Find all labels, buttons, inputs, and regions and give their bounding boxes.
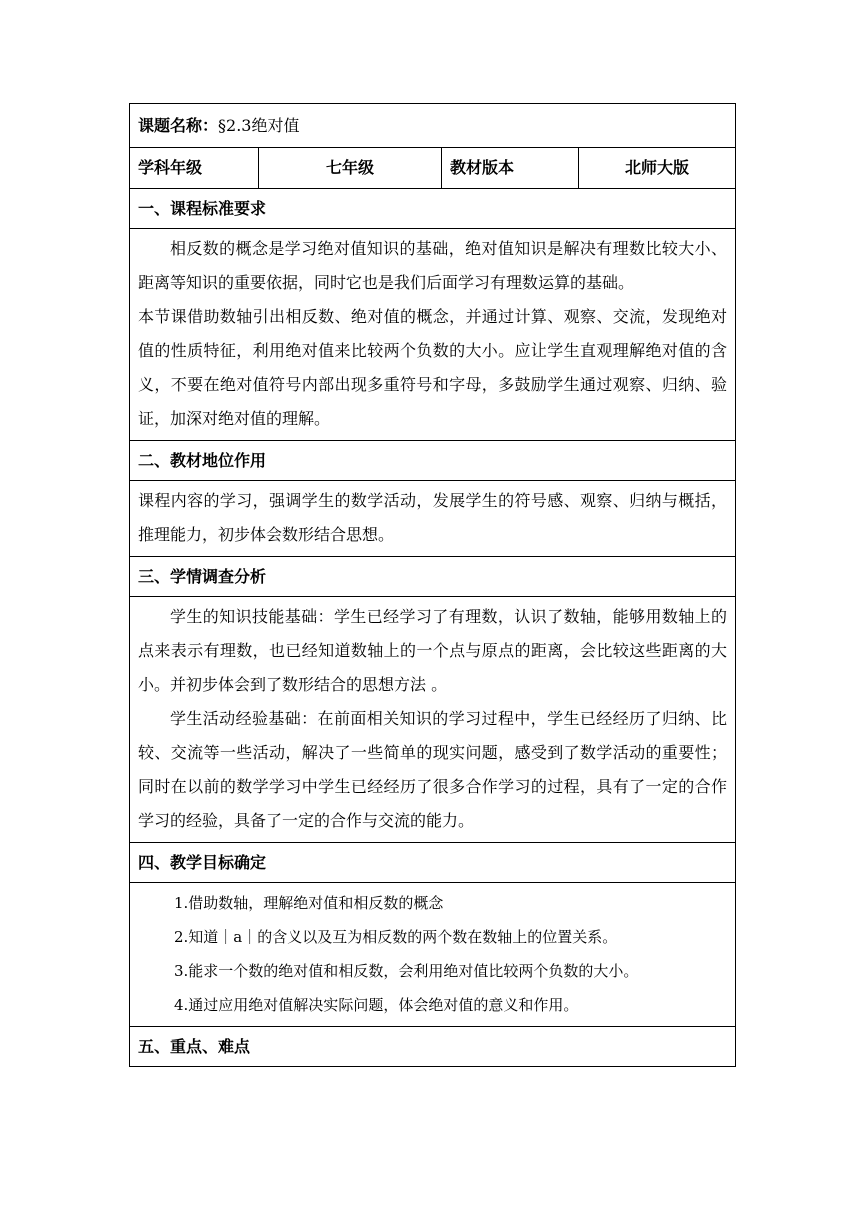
section-header-4 [130, 843, 736, 883]
meta-row [130, 148, 736, 189]
paragraph: 课程内容的学习，强调学生的数学活动，发展学生的符号感、观察、归纳与概括，推理能力，初步体会数形结合思想。 [138, 491, 728, 544]
section-title-4: 四、教学目标确定 [130, 843, 736, 883]
goal-item: 4.通过应用绝对值解决实际问题，体会绝对值的意义和作用。 [174, 996, 579, 1014]
section-title-1: 一、课程标准要求 [130, 189, 736, 229]
course-title-row [130, 104, 736, 148]
lesson-plan-page [129, 103, 735, 1067]
course-title-value: §2.3绝对值 [218, 115, 300, 135]
section-title-2: 二、教材地位作用 [130, 441, 736, 481]
section-header-3 [130, 557, 736, 597]
section-body-3 [130, 597, 736, 843]
section-content-1 [130, 229, 736, 441]
subject-grade-value: 七年级 [259, 148, 442, 189]
section-title-5: 五、重点、难点 [130, 1027, 736, 1067]
section-header-5 [130, 1027, 736, 1067]
section-content-3 [130, 597, 736, 843]
paragraph: 学生的知识技能基础：学生已经学习了有理数，认识了数轴，能够用数轴上的点来表示有理数，也已经知道数轴上的一个点与原点的距离，会比较这些距离的大小。并初步体会到了数形结合的思想方法 。 [138, 607, 728, 694]
section-content-4 [130, 883, 736, 1027]
subject-grade-label: 学科年级 [130, 148, 259, 189]
paragraph: 学生活动经验基础：在前面相关知识的学习过程中，学生已经经历了归纳、比较、交流等一些活动，解决了一些简单的现实问题，感受到了数学活动的重要性；同时在以前的数学学习中学生已经经历了很多合作学习的过程，具有了一定的合作学习的经验，具备了一定的合作与交流的能力。 [138, 709, 728, 830]
course-title-label: 课题名称： [138, 115, 219, 135]
section-body-1 [130, 229, 736, 441]
course-title-cell [130, 104, 736, 148]
textbook-label: 教材版本 [442, 148, 579, 189]
lesson-plan-table [129, 103, 736, 1067]
textbook-value: 北师大版 [579, 148, 736, 189]
section-header-1 [130, 189, 736, 229]
paragraph: 本节课借助数轴引出相反数、绝对值的概念，并通过计算、观察、交流，发现绝对值的性质特征，利用绝对值来比较两个负数的大小。应让学生直观理解绝对值的含义，不要在绝对值符号内部出现多重符号和字母，多鼓励学生通过观察、归纳、验证，加深对绝对值的理解。 [138, 307, 728, 428]
goal-item: 3.能求一个数的绝对值和相反数，会利用绝对值比较两个负数的大小。 [174, 962, 639, 980]
section-body-2 [130, 481, 736, 557]
section-content-2 [130, 481, 736, 557]
section-title-3: 三、学情调查分析 [130, 557, 736, 597]
section-body-4 [130, 883, 736, 1027]
section-header-2 [130, 441, 736, 481]
paragraph: 相反数的概念是学习绝对值知识的基础，绝对值知识是解决有理数比较大小、距离等知识的重要依据，同时它也是我们后面学习有理数运算的基础。 [138, 239, 728, 292]
goal-item: 2.知道｜a｜的含义以及互为相反数的两个数在数轴上的位置关系。 [174, 928, 618, 946]
goal-item: 1.借助数轴，理解绝对值和相反数的概念 [174, 894, 444, 912]
